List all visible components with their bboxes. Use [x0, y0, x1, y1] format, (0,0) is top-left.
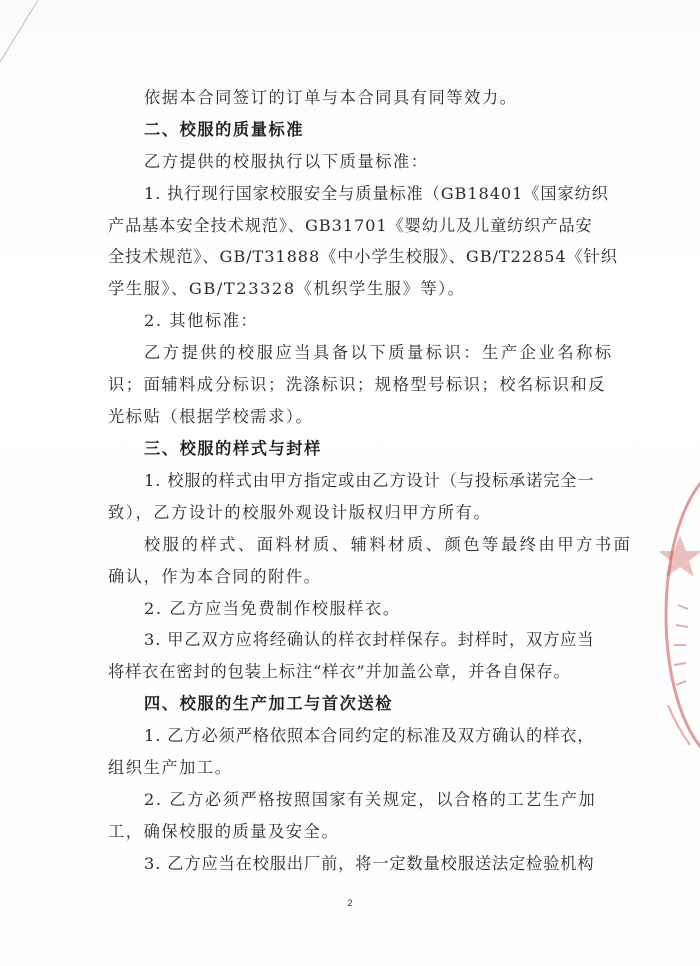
text-line: 识；面辅料成分标识；洗涤标识；规格型号标识；校名标识和反 — [108, 375, 607, 394]
text-line: 将样衣在密封的包装上标注“样衣”并加盖公章，并各自保存。 — [108, 662, 571, 681]
text-line: 乙方提供的校服执行以下质量标准： — [144, 152, 429, 171]
section-heading: 四、校服的生产加工与首次送检 — [144, 694, 394, 713]
text-line: 校服的样式、面料材质、辅料材质、颜色等最终由甲方书面 — [144, 535, 633, 554]
text-line: 组织生产加工。 — [108, 758, 233, 777]
text-line: 2. 其他标准： — [144, 311, 259, 330]
text-line: 1. 执行现行国家校服安全与质量标准（GB18401《国家纺织 — [144, 184, 609, 203]
text-line: 产品基本安全技术规范》、GB31701《婴幼儿及儿童纺织产品安 — [108, 216, 593, 235]
section-heading: 二、校服的质量标准 — [144, 120, 305, 139]
text-line: 3. 甲乙双方应将经确认的样衣封样保存。封样时，双方应当 — [144, 630, 595, 649]
text-line: 1. 校服的样式由甲方指定或由乙方设计（与投标承诺完全一 — [144, 471, 595, 490]
text-line: 3. 乙方应当在校服出厂前，将一定数量校服送法定检验机构 — [144, 854, 595, 873]
text-line: 2. 乙方应当免费制作校服样衣。 — [144, 599, 401, 618]
seal-ring — [666, 465, 700, 765]
text-line: 致），乙方设计的校服外观设计版权归甲方所有。 — [108, 503, 492, 522]
text-line: 依据本合同签订的订单与本合同具有同等效力。 — [144, 88, 518, 107]
red-seal-stamp — [660, 455, 700, 775]
text-line: 学生服》、GB/T23328《机织学生服》等）。 — [108, 279, 466, 298]
text-line: 确认，作为本合同的附件。 — [108, 567, 322, 586]
section-heading: 三、校服的样式与封样 — [144, 439, 322, 458]
text-line: 全技术规范》、GB/T31888《中小学生校服》、GB/T22854《针织 — [108, 247, 618, 266]
seal-lettering-marks — [668, 605, 690, 745]
text-line: 2. 乙方必须严格按照国家有关规定，以合格的工艺生产加 — [144, 790, 597, 809]
text-line: 光标贴（根据学校需求）。 — [108, 407, 314, 426]
page-number: 2 — [347, 898, 353, 908]
text-line: 工，确保校服的质量及安全。 — [108, 822, 340, 841]
text-line: 1. 乙方必须严格依照本合同约定的标准及双方确认的样衣， — [144, 726, 595, 745]
text-line: 乙方提供的校服应当具备以下质量标识：生产企业名称标 — [144, 343, 614, 362]
folded-corner-mark — [0, 0, 40, 70]
seal-star — [660, 535, 700, 577]
